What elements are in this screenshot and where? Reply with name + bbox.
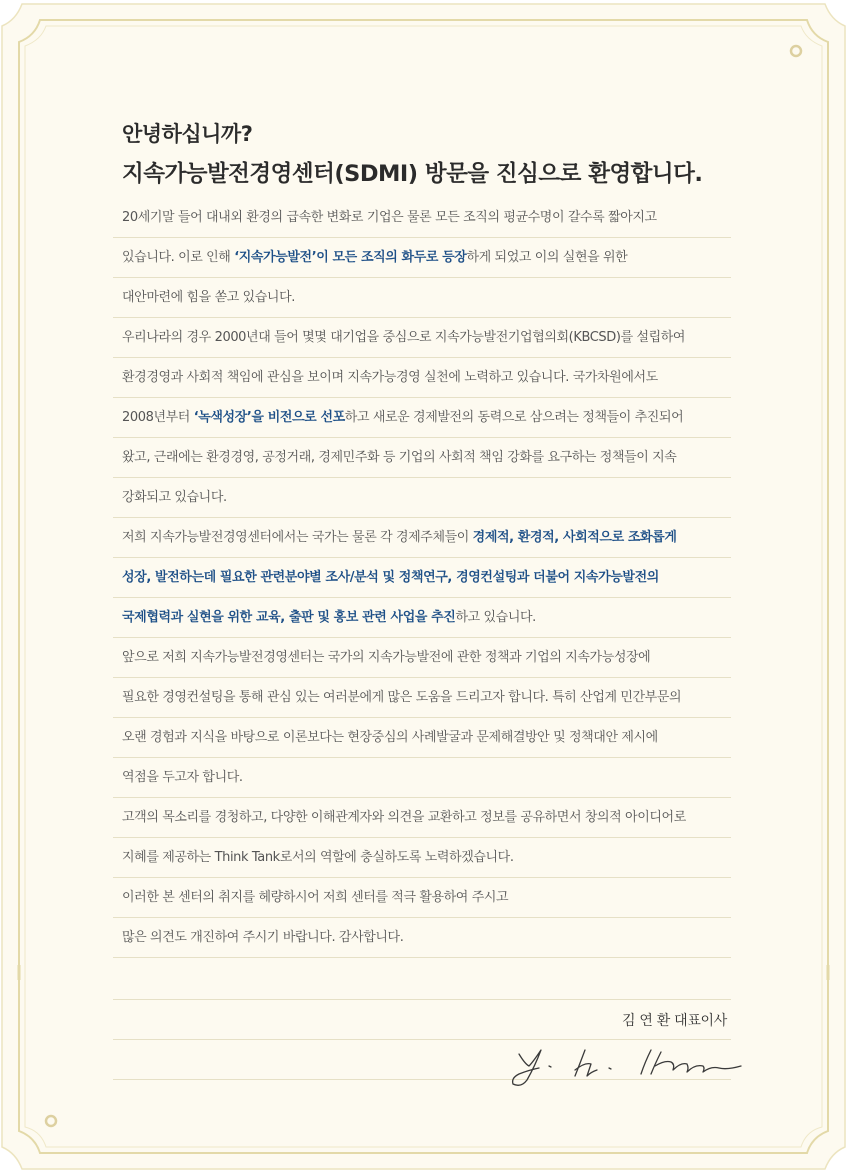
body-text: 지혜를 제공하는 Think Tank로서의 역할에 충실하도록 노력하겠습니다. [122, 850, 514, 865]
body-line [113, 918, 731, 958]
body-text: 있습니다. 이로 인해 [122, 250, 235, 265]
ceo-name-title: 김 연 환 대표이사 [621, 1013, 727, 1029]
highlighted-text: ‘녹색성장’을 비전으로 선포 [193, 410, 345, 425]
greeting-line-1: 안녕하십니까? [122, 122, 253, 146]
body-line [113, 598, 731, 638]
body-line [113, 358, 731, 398]
body-line [113, 558, 731, 598]
highlighted-text: 성장, 발전하는데 필요한 관련분야별 조사/분석 및 정책연구, 경영컨설팅과 더불어 지속가능발전의 [122, 570, 659, 585]
body-text: 오랜 경험과 지식을 바탕으로 이론보다는 현장중심의 사례발굴과 문제해결방안 및 정책대안 제시에 [122, 730, 658, 745]
body-text: 왔고, 근래에는 환경경영, 공정거래, 경제민주화 등 기업의 사회적 책임 강화를 요구하는 정책들이 지속 [122, 450, 677, 465]
body-line [113, 198, 731, 238]
greeting-heading [122, 114, 762, 194]
body-line [113, 518, 731, 558]
body-text: 역점을 두고자 합니다. [122, 770, 243, 785]
body-line [113, 718, 731, 758]
handwritten-signature [505, 1040, 745, 1092]
highlighted-text: 경제적, 환경적, 사회적으로 조화롭게 [472, 530, 677, 545]
highlighted-text: ‘지속가능발전’이 모든 조직의 화두로 등장 [234, 250, 467, 265]
body-line [113, 438, 731, 478]
body-line [113, 318, 731, 358]
body-text: 2008년부터 [122, 410, 194, 425]
body-line [113, 278, 731, 318]
greeting-line-2: 지속가능발전경영센터(SDMI) 방문을 진심으로 환영합니다. [122, 161, 703, 187]
body-text: 고객의 목소리를 경청하고, 다양한 이해관계자와 의견을 교환하고 정보를 공유하면서 창의적 아이디어로 [122, 810, 686, 825]
body-text: 환경경영과 사회적 책임에 관심을 보이며 지속가능경영 실천에 노력하고 있습니다. 국가차원에서도 [122, 370, 658, 385]
rule-row [113, 960, 731, 1000]
body-text: 앞으로 저희 지속가능발전경영센터는 국가의 지속가능발전에 관한 정책과 기업의 지속가능성장에 [122, 650, 651, 665]
body-text: 20세기말 들어 대내외 환경의 급속한 변화로 기업은 물론 모든 조직의 평균수명이 갈수록 짧아지고 [122, 210, 657, 225]
body-text: 이러한 본 센터의 취지를 헤량하시어 저희 센터를 적극 활용하여 주시고 [122, 890, 509, 905]
body-line [113, 638, 731, 678]
body-line [113, 838, 731, 878]
body-line [113, 238, 731, 278]
body-text: 하게 되었고 이의 실현을 위한 [466, 250, 628, 265]
body-line [113, 798, 731, 838]
highlighted-text: 국제협력과 실현을 위한 교육, 출판 및 홍보 관련 사업을 추진 [122, 610, 456, 625]
body-line [113, 878, 731, 918]
body-text: 하고 새로운 경제발전의 동력으로 삼으려는 정책들이 추진되어 [344, 410, 684, 425]
body-text: 많은 의견도 개진하여 주시기 바랍니다. 감사합니다. [122, 930, 404, 945]
body-text: 저희 지속가능발전경영센터에서는 국가는 물론 각 경제주체들이 [122, 530, 473, 545]
body-line [113, 398, 731, 438]
body-text: 우리나라의 경우 2000년대 들어 몇몇 대기업을 중심으로 지속가능발전기업협의회(KBCSD)를 설립하여 [122, 330, 686, 345]
body-text: 하고 있습니다. [455, 610, 536, 625]
message-body [113, 198, 731, 958]
body-text: 강화되고 있습니다. [122, 490, 227, 505]
body-text: 필요한 경영컨설팅을 통해 관심 있는 여러분에게 많은 도움을 드리고자 합니다. 특히 산업계 민간부문의 [122, 690, 682, 705]
body-line [113, 678, 731, 718]
body-line [113, 478, 731, 518]
body-line [113, 758, 731, 798]
body-text: 대안마련에 힘을 쏟고 있습니다. [122, 290, 295, 305]
